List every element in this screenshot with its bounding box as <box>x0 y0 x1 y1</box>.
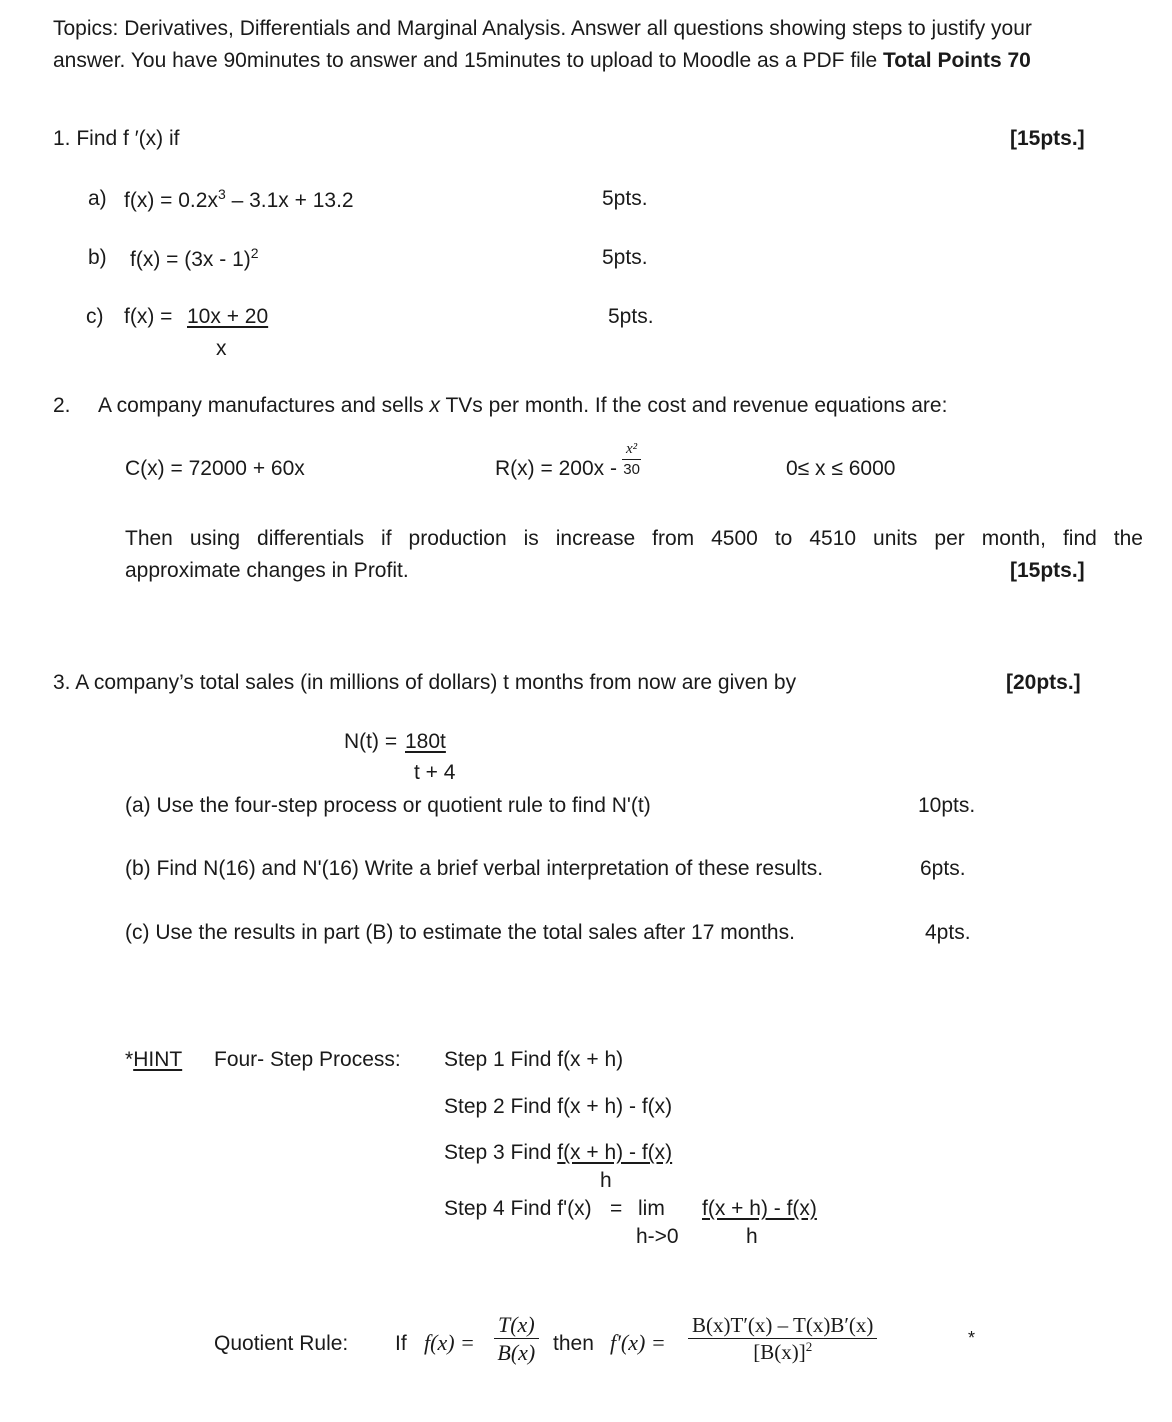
quotient-f-of-x: f(x) = <box>424 1330 475 1355</box>
quotient-rhs-fraction <box>688 1313 877 1364</box>
header-line-1: Topics: Derivatives, Differentials and Marginal Analysis. Answer all questions showing steps to justify your <box>53 17 1032 40</box>
step-3-pre: Step 3 Find <box>444 1141 558 1164</box>
step-4-lim: lim <box>638 1197 665 1220</box>
q3-part-c-pts: 4pts. <box>925 921 971 944</box>
quotient-f-prime: f′(x) = <box>610 1330 666 1355</box>
q1-item-c-denominator: x <box>216 337 227 360</box>
step-4-equals: = <box>610 1197 623 1220</box>
q3-part-c: (c) Use the results in part (B) to estimate the total sales after 17 months. <box>125 921 795 944</box>
q1-item-a-pts: 5pts. <box>602 187 648 210</box>
q2-variable: x <box>429 394 441 417</box>
revenue-denominator: 30 <box>623 461 640 479</box>
q1-item-c-expr-pre: f(x) = <box>124 305 173 328</box>
q1-item-a-expr <box>124 186 354 213</box>
step-3-denominator: h <box>600 1169 612 1192</box>
expr-part: f(x) = (3x - 1) <box>130 248 251 271</box>
q3-part-b: (b) Find N(16) and Nʹ(16) Write a brief verbal interpretation of these results. <box>125 857 824 880</box>
production-domain: 0≤ x ≤ 6000 <box>786 457 896 480</box>
q1-item-b-label: b) <box>88 246 107 269</box>
q3-part-a: (a) Use the four-step process or quotient rule to find Nʹ(t) <box>125 794 651 817</box>
q3-title: 3. A company’s total sales (in millions of dollars) t months from now are given by <box>53 671 797 694</box>
step-3-numerator: f(x + h) - f(x) <box>557 1141 673 1164</box>
quotient-star: * <box>968 1328 976 1348</box>
q2-paragraph-line-2: approximate changes in Profit. <box>125 559 409 582</box>
step-4-denominator: h <box>746 1225 758 1248</box>
quotient-rhs-numerator: B(x)T′(x) – T(x)B′(x) <box>688 1313 877 1339</box>
exponent: 2 <box>250 245 259 261</box>
q3-part-a-pts: 10pts. <box>918 794 976 817</box>
step-2: Step 2 Find f(x + h) - f(x) <box>444 1095 673 1118</box>
header-instructions: answer. You have 90minutes to answer and 15minutes to upload to Moodle as a PDF file <box>53 49 884 72</box>
q1-item-b-expr <box>130 245 259 272</box>
quotient-B: B(x) <box>497 1340 536 1366</box>
q1-title: 1. Find f ′(x) if <box>53 127 180 150</box>
step-1: Step 1 Find f(x + h) <box>444 1048 624 1071</box>
q2-text-pre: A company manufactures and sells <box>98 394 430 417</box>
quotient-T: T(x) <box>494 1312 539 1339</box>
q1-item-b-pts: 5pts. <box>602 246 648 269</box>
quotient-rhs-den-exp: 2 <box>805 1339 813 1355</box>
header-line-2 <box>53 48 1031 73</box>
quotient-then: then <box>553 1332 594 1355</box>
quotient-if: If <box>395 1332 407 1355</box>
cost-equation: C(x) = 72000 + 60x <box>125 457 305 480</box>
q1-item-c-label: c) <box>86 305 104 328</box>
quotient-rhs-denominator <box>753 1339 812 1364</box>
sales-function-pre: N(t) = <box>344 730 398 753</box>
revenue-equation: R(x) = 200x - <box>495 457 617 480</box>
total-points: Total Points 70 <box>883 49 1031 72</box>
revenue-numerator: x² <box>622 441 641 460</box>
step-4-lim-sub: h->0 <box>636 1225 679 1248</box>
q2-text-post: TVs per month. If the cost and revenue equations are: <box>440 394 948 417</box>
q1-item-c-pts: 5pts. <box>608 305 654 328</box>
q1-item-c-numerator: 10x + 20 <box>187 305 269 328</box>
q2-text <box>98 393 947 418</box>
q3-part-b-pts: 6pts. <box>920 857 966 880</box>
exponent: 3 <box>217 186 226 202</box>
sales-function-denominator: t + 4 <box>414 761 456 784</box>
quotient-rhs-den-base: [B(x)] <box>753 1340 806 1365</box>
step-3 <box>444 1140 672 1165</box>
hint-word: HINT <box>133 1048 183 1071</box>
quotient-lhs-fraction <box>494 1312 539 1366</box>
step-4-numerator: f(x + h) - f(x) <box>702 1197 817 1220</box>
q2-points: [15pts.] <box>1010 559 1085 582</box>
expr-part: f(x) = 0.2x <box>124 189 218 212</box>
step-4: Step 4 Find fʹ(x) <box>444 1197 592 1220</box>
sales-function-numerator: 180t <box>405 730 446 753</box>
q1-points: [15pts.] <box>1010 127 1085 150</box>
four-step-label: Four- Step Process: <box>214 1048 401 1071</box>
revenue-fraction <box>622 441 641 479</box>
hint-star: * <box>125 1048 134 1071</box>
expr-part: – 3.1x + 13.2 <box>225 189 354 212</box>
q3-points: [20pts.] <box>1006 671 1081 694</box>
q2-paragraph-line-1: Then using differentials if production is increase from 4500 to 4510 units per month, find the <box>125 527 1143 550</box>
quotient-rule-label: Quotient Rule: <box>214 1332 349 1355</box>
q1-item-a-label: a) <box>88 187 107 210</box>
q2-number: 2. <box>53 394 71 417</box>
hint-label <box>125 1047 182 1072</box>
